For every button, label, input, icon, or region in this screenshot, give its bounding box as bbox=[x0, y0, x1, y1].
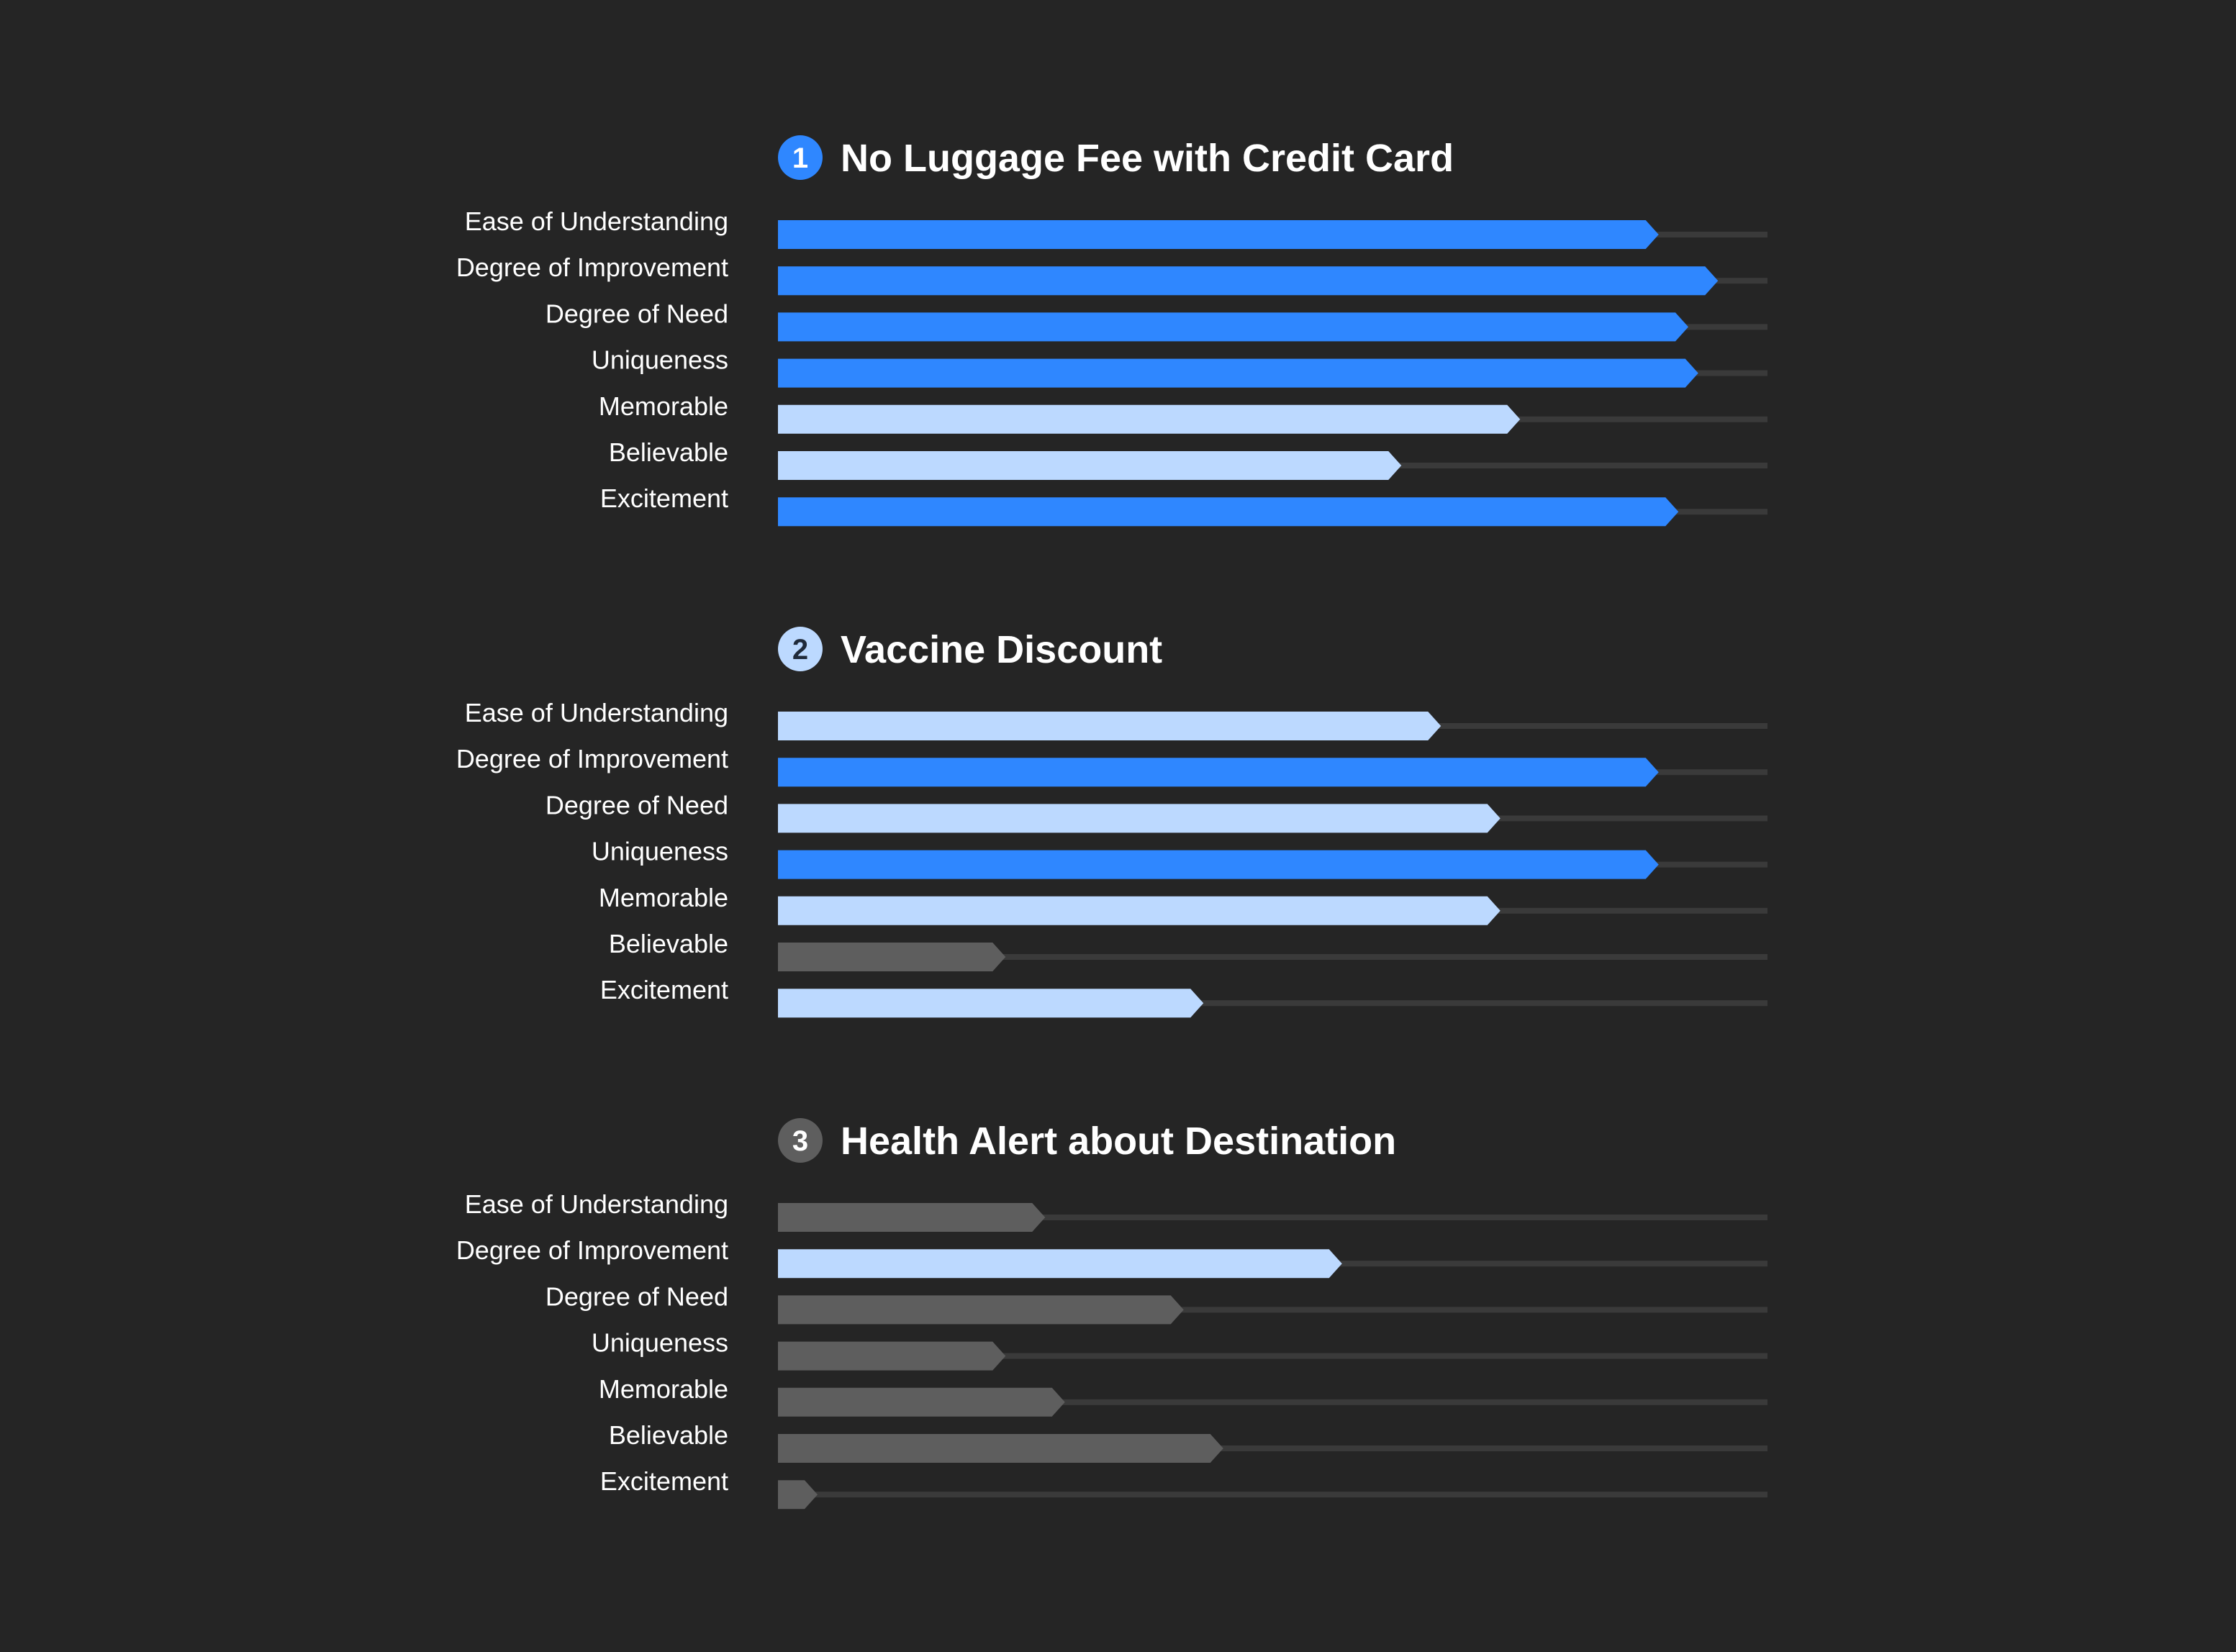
panel-3-title: Health Alert about Destination bbox=[841, 1120, 1397, 1163]
bar bbox=[778, 1434, 1223, 1463]
category-label: Degree of Improvement bbox=[456, 1235, 728, 1266]
bar bbox=[778, 405, 1520, 434]
bar bbox=[778, 220, 1659, 249]
bar bbox=[778, 1203, 1045, 1232]
bar bbox=[778, 312, 1688, 341]
bar bbox=[778, 1249, 1342, 1278]
category-label: Degree of Need bbox=[545, 299, 728, 329]
category-label: Ease of Understanding bbox=[464, 206, 728, 236]
panel-1-badge-number: 1 bbox=[792, 142, 809, 174]
category-label: Believable bbox=[608, 437, 728, 467]
category-label: Believable bbox=[608, 929, 728, 958]
category-label: Memorable bbox=[598, 882, 728, 912]
bar bbox=[778, 359, 1698, 388]
panel-2 bbox=[456, 627, 1767, 1017]
panel-1 bbox=[456, 135, 1767, 526]
category-label: Degree of Need bbox=[545, 1281, 728, 1312]
panel-2-title: Vaccine Discount bbox=[841, 628, 1163, 671]
panel-2-badge-number: 2 bbox=[792, 634, 809, 666]
panel-1-title: No Luggage Fee with Credit Card bbox=[841, 137, 1454, 180]
category-label: Degree of Improvement bbox=[456, 253, 728, 283]
category-label: Believable bbox=[608, 1420, 728, 1450]
category-label: Ease of Understanding bbox=[464, 698, 728, 727]
bar bbox=[778, 804, 1501, 832]
bar-track bbox=[778, 1492, 1767, 1497]
category-label: Memorable bbox=[598, 391, 728, 421]
category-label: Memorable bbox=[598, 1374, 728, 1404]
bar bbox=[778, 1388, 1065, 1417]
category-label: Degree of Need bbox=[545, 790, 728, 820]
panel-3 bbox=[456, 1118, 1767, 1509]
panel-3-badge-number: 3 bbox=[792, 1125, 809, 1157]
category-label: Excitement bbox=[599, 975, 728, 1005]
bar bbox=[778, 758, 1659, 786]
bar bbox=[778, 850, 1659, 879]
bar bbox=[778, 266, 1718, 295]
bar bbox=[778, 1480, 818, 1509]
bar bbox=[778, 451, 1401, 480]
category-label: Excitement bbox=[599, 1466, 728, 1497]
category-label: Uniqueness bbox=[591, 836, 728, 866]
bar bbox=[778, 943, 1005, 971]
category-label: Ease of Understanding bbox=[464, 1189, 728, 1219]
bar bbox=[778, 497, 1678, 526]
category-label: Uniqueness bbox=[591, 345, 728, 375]
bar bbox=[778, 1342, 1005, 1371]
category-label: Degree of Improvement bbox=[456, 744, 728, 774]
bar bbox=[778, 712, 1441, 740]
bar bbox=[778, 1295, 1184, 1324]
bar bbox=[778, 989, 1203, 1017]
bar bbox=[778, 897, 1501, 925]
category-label: Excitement bbox=[599, 484, 728, 514]
category-label: Uniqueness bbox=[591, 1328, 728, 1358]
